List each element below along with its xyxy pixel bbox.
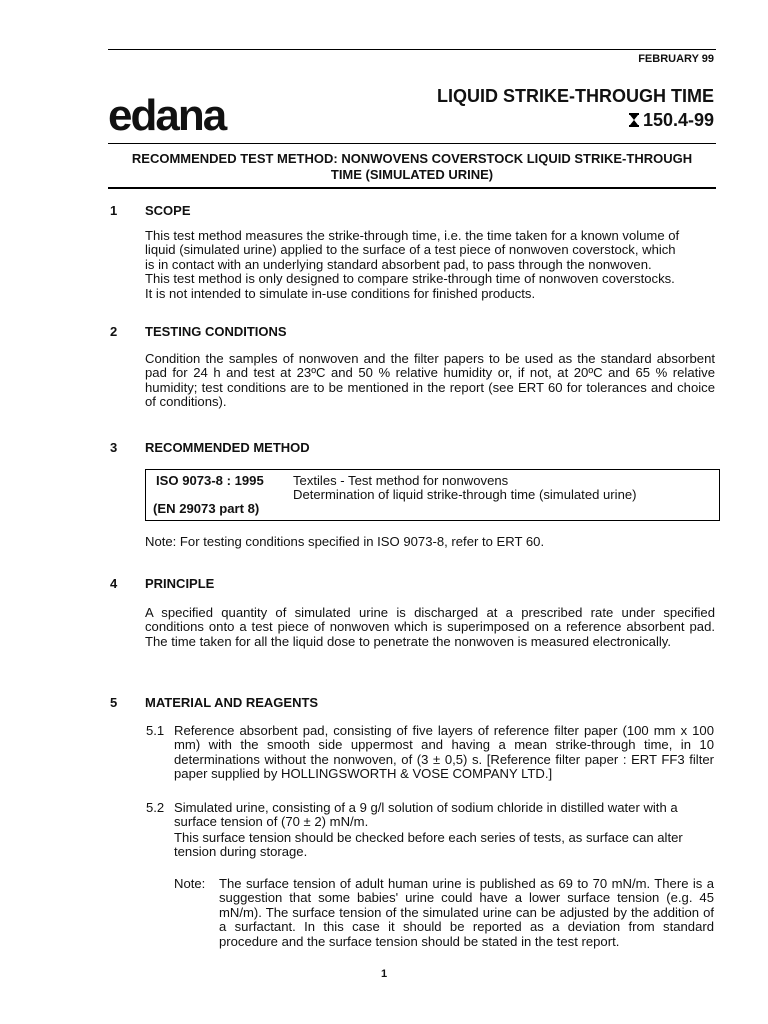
scope-line: It is not intended to simulate in-use conditions for finished products. — [145, 285, 536, 301]
method-reference-box — [145, 469, 720, 521]
note-text: The surface tension of adult human urine is published as 69 to 70 mN/m. There is a suggestion that some babies' urine could have a lower surface tension (e.g. 45 mN/m). The surface tension of the simulated urine can be adjusted by the addition of a surfactant. In this case it should be reported as a deviation from standard procedure and the surface tension should be stated in the test report. — [219, 876, 714, 949]
en-reference: (EN 29073 part 8) — [153, 501, 260, 516]
header-rule — [108, 143, 716, 144]
surface-tension-text: This surface tension should be checked before each series of tests, as surface can alter tension during storage. — [174, 830, 683, 860]
testing-conditions-text: Condition the samples of nonwoven and the filter papers to be used as the standard absorbent pad for 24 h and test at 23ºC and 50 % relative humidity or, if not, at 20ºC and 65 % relative humidity; test conditions are to be mentioned in the report (see ERT 60 for tolerances and choice of conditions). — [145, 351, 715, 410]
scope-line: This test method is only designed to compare strike-through time of nonwoven coverstocks. — [145, 271, 675, 287]
principle-text: A specified quantity of simulated urine is discharged at a prescribed rate under specified conditions onto a test piece of nonwoven which is superimposed on a reference absorbent pad. The time taken for all the liquid dose to penetrate the nonwoven is measured electronically. — [145, 605, 715, 649]
document-number — [629, 108, 714, 132]
subtitle-line-1: RECOMMENDED TEST METHOD: NONWOVENS COVERSTOCK LIQUID STRIKE-THROUGH — [131, 151, 693, 166]
document-number-text: 150.4-99 — [642, 110, 714, 130]
section-number: 5 — [110, 695, 118, 710]
hourglass-icon — [629, 113, 639, 127]
section-heading-recommended-method: RECOMMENDED METHOD — [145, 440, 310, 455]
page-number: 1 — [380, 968, 388, 980]
edana-logo: edana — [108, 91, 226, 140]
top-rule — [108, 49, 716, 50]
scope-text — [145, 229, 717, 301]
method-description-2: Determination of liquid strike-through time (simulated urine) — [293, 487, 637, 502]
section-heading-testing-conditions: TESTING CONDITIONS — [145, 324, 287, 339]
method-note: Note: For testing conditions specified in ISO 9073-8, refer to ERT 60. — [145, 534, 545, 549]
section-heading-material-and-reagents: MATERIAL AND REAGENTS — [145, 695, 319, 710]
section-number: 2 — [110, 324, 118, 339]
section-heading-scope: SCOPE — [145, 203, 191, 218]
method-description-1: Textiles - Test method for nonwovens — [293, 473, 509, 488]
section-heading-principle: PRINCIPLE — [145, 576, 215, 591]
section-number: 4 — [110, 576, 118, 591]
note-label: Note: — [174, 876, 206, 891]
iso-standard: ISO 9073-8 : 1995 — [156, 473, 264, 488]
item-number: 5.1 — [146, 723, 165, 738]
document-date: FEBRUARY 99 — [638, 53, 714, 65]
title-line: LIQUID STRIKE-THROUGH TIME — [437, 86, 714, 106]
scope-line: is in contact with an underlying standard absorbent pad, to pass through the nonwoven. — [145, 256, 652, 272]
scope-line: liquid (simulated urine) applied to the surface of a test piece of nonwoven coverstock, which — [145, 242, 676, 258]
simulated-urine-text: Simulated urine, consisting of a 9 g/l solution of sodium chloride in distilled water with a surface tension of (70 ± 2) mN/m. — [174, 800, 678, 830]
section-number: 1 — [110, 203, 118, 218]
test-method-subtitle — [108, 151, 716, 182]
document-title — [437, 84, 714, 133]
item-number: 5.2 — [146, 800, 165, 815]
section-number: 3 — [110, 440, 118, 455]
subtitle-rule — [108, 187, 716, 189]
subtitle-line-2: TIME (SIMULATED URINE) — [330, 166, 494, 182]
scope-line: This test method measures the strike-through time, i.e. the time taken for a known volume of — [145, 228, 680, 243]
reference-pad-text: Reference absorbent pad, consisting of five layers of reference filter paper (100 mm x 100 mm) with the smooth side uppermost and having a mean strike-through time, in 10 determinations without the nonwoven, of (3 ± 0,5) s. [Reference filter paper : ERT FF3 filter paper supplied by HOLLINGSWORTH & VOSE COMPANY LTD.] — [174, 723, 714, 782]
